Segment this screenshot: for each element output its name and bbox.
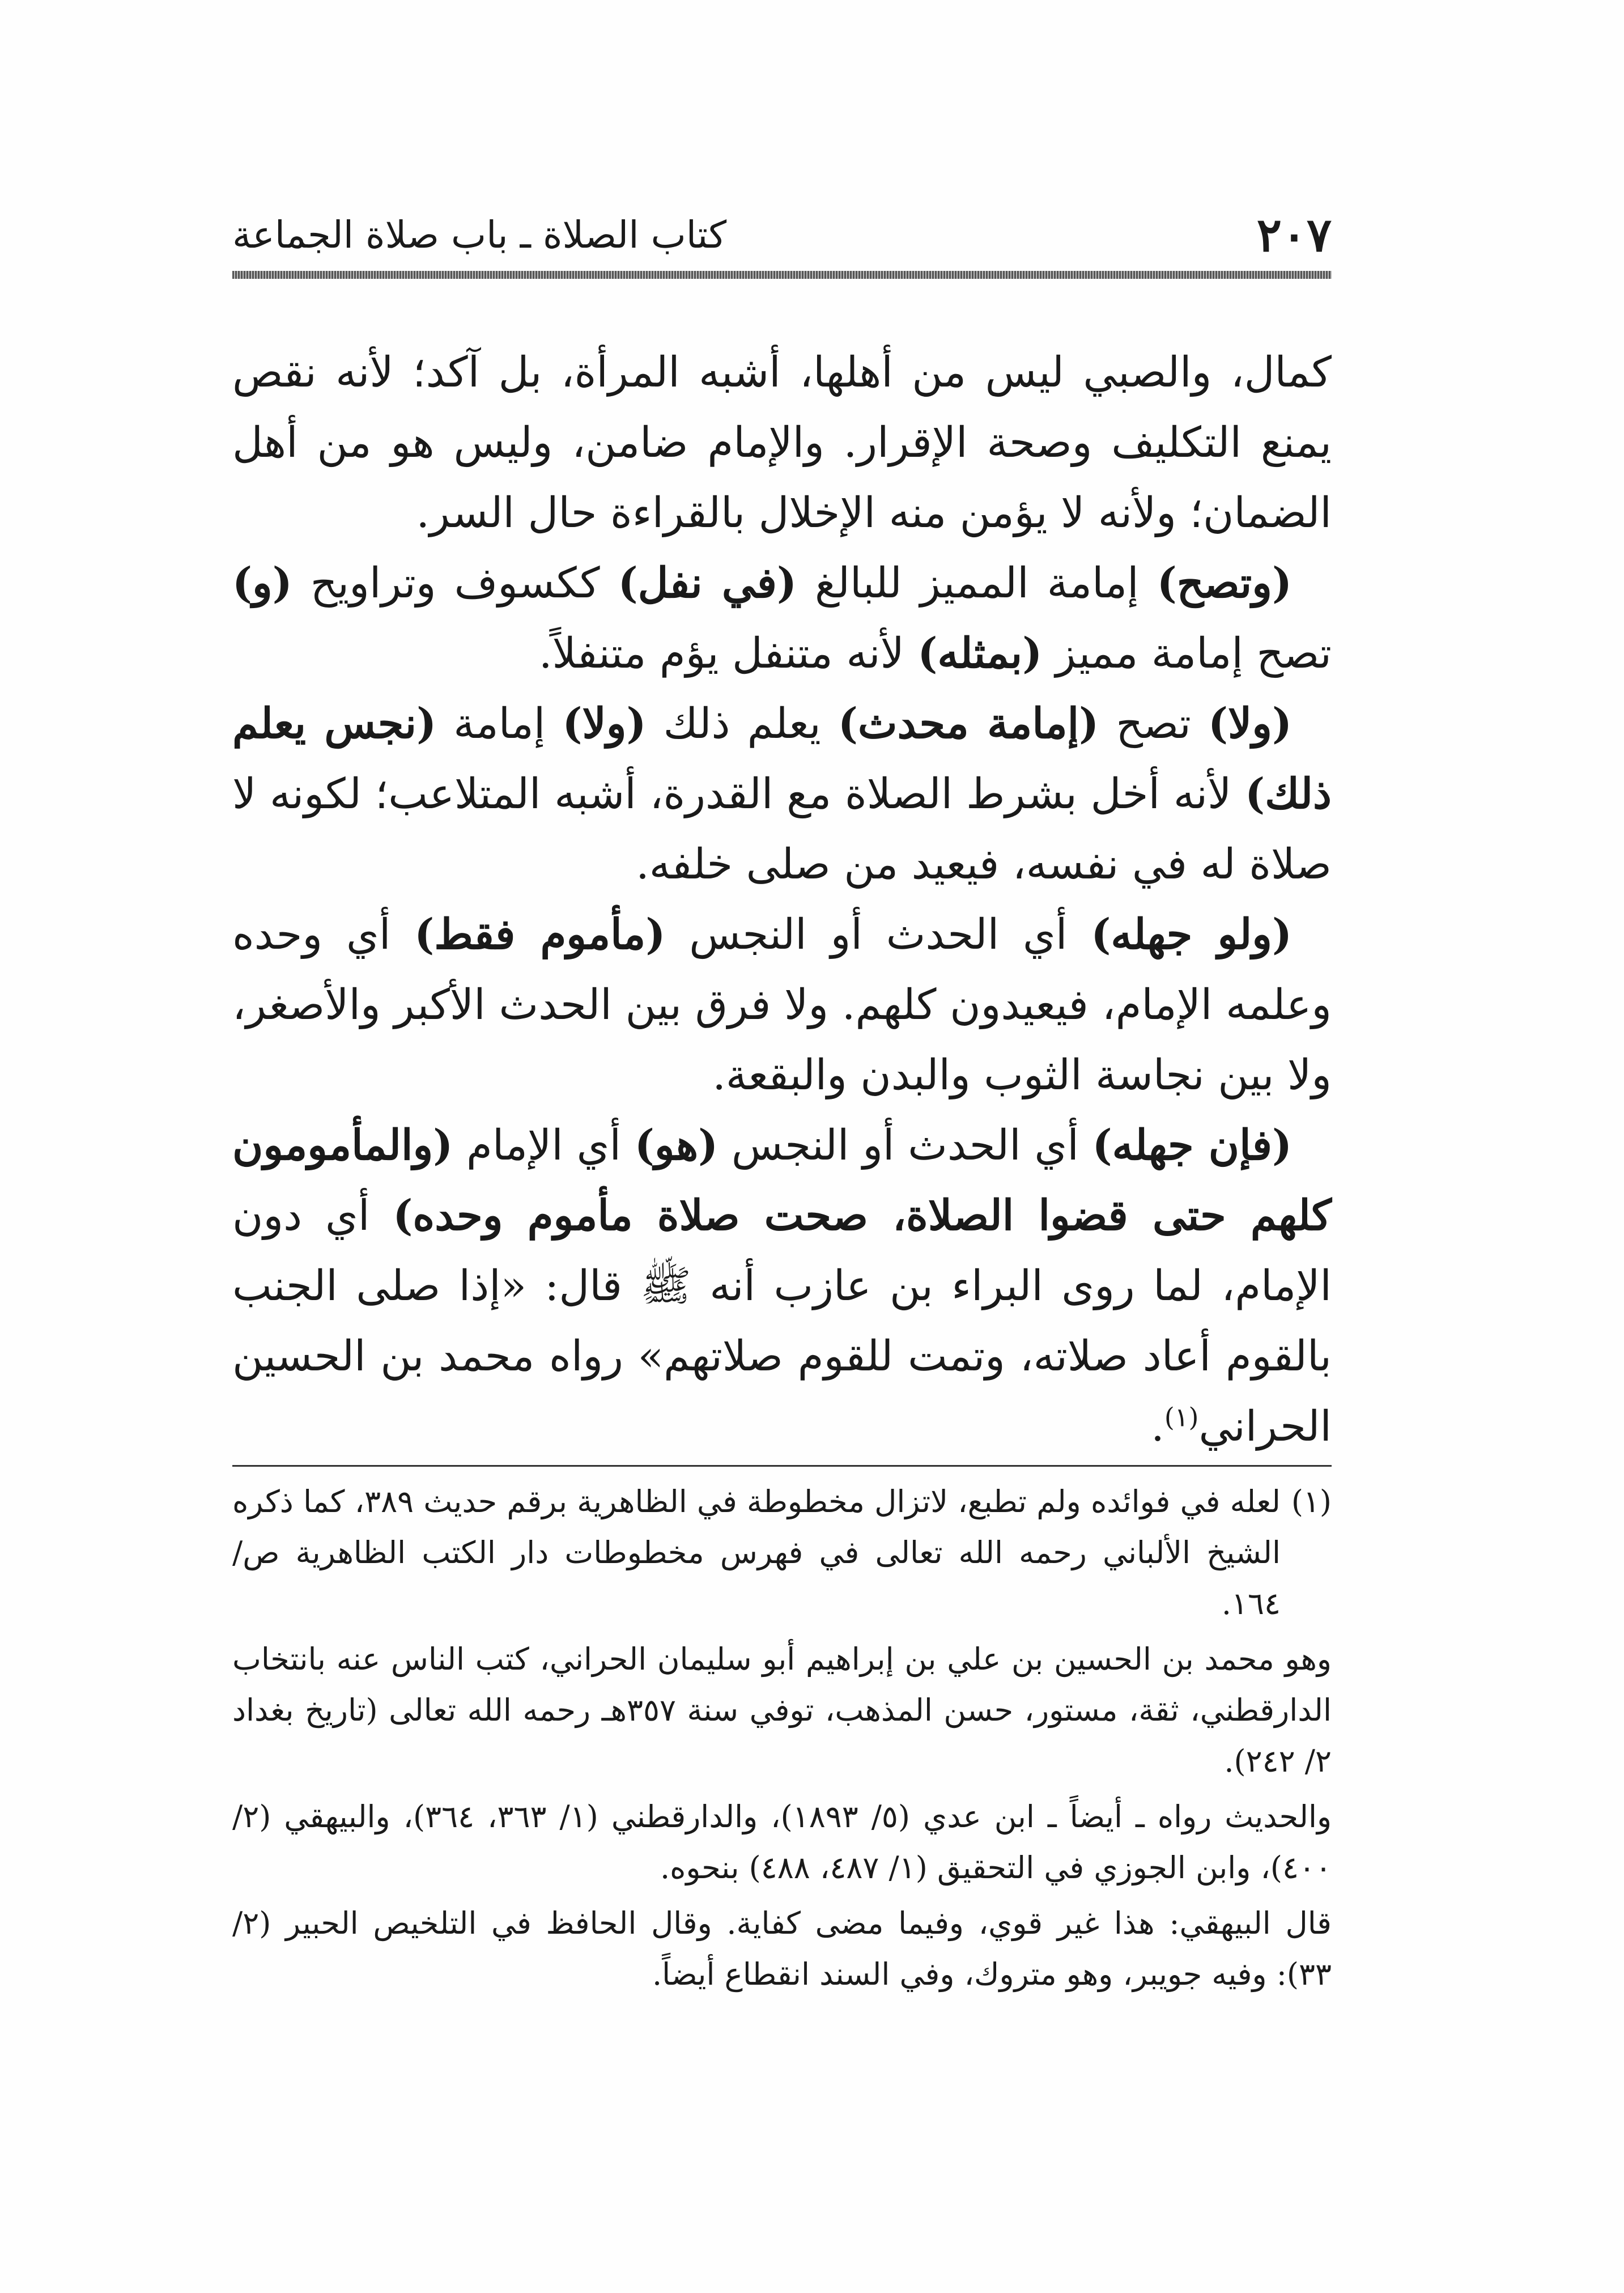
commentary-text: أي الحدث أو النجس	[718, 1121, 1092, 1170]
commentary-text: أي الإمام	[453, 1121, 635, 1170]
main-text	[232, 337, 1332, 1462]
commentary-text: لأنه متنفل يؤم متنفلاً.	[538, 629, 918, 678]
matn-phrase: (في نفل)	[618, 559, 797, 608]
matn-phrase: (نجس يعلم ذلك)	[232, 699, 1332, 818]
footnote-paragraph: وهو محمد بن الحسين بن علي بن إبراهيم أبو سليمان الحراني، كتب الناس عنه بانتخاب الدارقطني، ثقة، مستور، حسن المذهب، توفي سنة ٣٥٧هـ رحمه الله تعالى (تاريخ بغداد ٢/ ٢٤٢).	[232, 1641, 1332, 1779]
footnote-reference[interactable]: (١)	[1164, 1402, 1199, 1433]
matn-phrase: (فإن جهله)	[1092, 1121, 1292, 1170]
matn-phrase: (ولا)	[1208, 699, 1292, 748]
matn-phrase: (ولا)	[562, 699, 647, 748]
footnote-divider	[232, 1465, 1332, 1467]
matn-phrase: (إمامة محدث)	[837, 699, 1099, 748]
matn-phrase: (ولو جهله)	[1091, 910, 1292, 959]
matn-phrase: (والمأمومون كلهم حتى قضوا الصلاة، صحت صلاة مأموم وحده)	[232, 1121, 1332, 1240]
paragraph-5	[232, 1110, 1332, 1462]
commentary-text: ككسوف وتراويح	[292, 559, 618, 608]
footnote-1	[232, 1476, 1332, 1629]
commentary-text: لأنه أخل بشرط الصلاة مع القدرة، أشبه المتلاعب؛ لكونه لا صلاة له في نفسه، فيعيد من صلى خلفه.	[232, 770, 1332, 889]
matn-phrase: (و)	[232, 559, 292, 608]
matn-phrase: (هو)	[634, 1121, 719, 1170]
commentary-text: أي الحدث أو النجس	[665, 910, 1091, 959]
running-header	[232, 204, 1332, 266]
page-number: ٢٠٧	[1256, 208, 1332, 262]
commentary-text: يعلم ذلك	[646, 699, 838, 748]
footnote-paragraph: والحديث رواه ـ أيضاً ـ ابن عدي (٥/ ١٨٩٣)، والدارقطني (١/ ٣٦٣، ٣٦٤)، والبيهقي (٢/ ٤٠٠)، وابن الجوزي في التحقيق (١/ ٤٨٧، ٤٨٨) بنحوه.	[232, 1799, 1332, 1886]
matn-phrase: (وتصح)	[1157, 559, 1292, 608]
paragraph-1: كمال، والصبي ليس من أهلها، أشبه المرأة، بل آكد؛ لأنه نقص يمنع التكليف وصحة الإقرار. والإمام ضامن، وليس هو من أهل الضمان؛ ولأنه لا يؤمن منه الإخلال بالقراءة حال السر.	[232, 348, 1332, 537]
commentary-text: تصح	[1099, 699, 1209, 748]
running-title: كتاب الصلاة ـ باب صلاة الجماعة	[232, 213, 727, 257]
header-divider	[232, 271, 1332, 279]
footnotes	[232, 1476, 1332, 2000]
matn-phrase: (بمثله)	[917, 629, 1043, 678]
commentary-text: تصح إمامة مميز	[1042, 629, 1332, 678]
commentary-text: .	[1151, 1402, 1164, 1451]
commentary-text: أي وحده وعلمه الإمام، فيعيدون كلهم. ولا فرق بين الحدث الأكبر والأصغر، ولا بين نجاسة الثوب والبدن والبقعة.	[232, 910, 1332, 1099]
footnote-text: لعله في فوائده ولم تطبع، لاتزال مخطوطة في الظاهرية برقم حديث ٣٨٩، كما ذكره الشيخ الألباني رحمه الله تعالى في فهرس مخطوطات دار الكتب الظاهرية ص/ ١٦٤.	[232, 1484, 1281, 1621]
commentary-text: أي دون الإمام، لما روى البراء بن عازب أنه ﷺ قال: «إذا صلى الجنب بالقوم أعاد صلاته، وتمت للقوم صلاتهم» رواه محمد بن الحسين الحراني	[232, 1191, 1332, 1451]
footnote-number: (١)	[1291, 1484, 1332, 1519]
paragraph-3	[232, 689, 1332, 899]
footnote-paragraph: قال البيهقي: هذا غير قوي، وفيما مضى كفاية. وقال الحافظ في التلخيص الحبير (٢/ ٣٣): وفيه جويبر، وهو متروك، وفي السند انقطاع أيضاً.	[232, 1905, 1332, 1992]
commentary-text: إمامة المميز للبالغ	[797, 559, 1157, 608]
paragraph-2	[232, 548, 1332, 689]
paragraph-4	[232, 899, 1332, 1110]
commentary-text: إمامة	[436, 699, 563, 748]
matn-phrase: (مأموم فقط)	[414, 910, 666, 959]
